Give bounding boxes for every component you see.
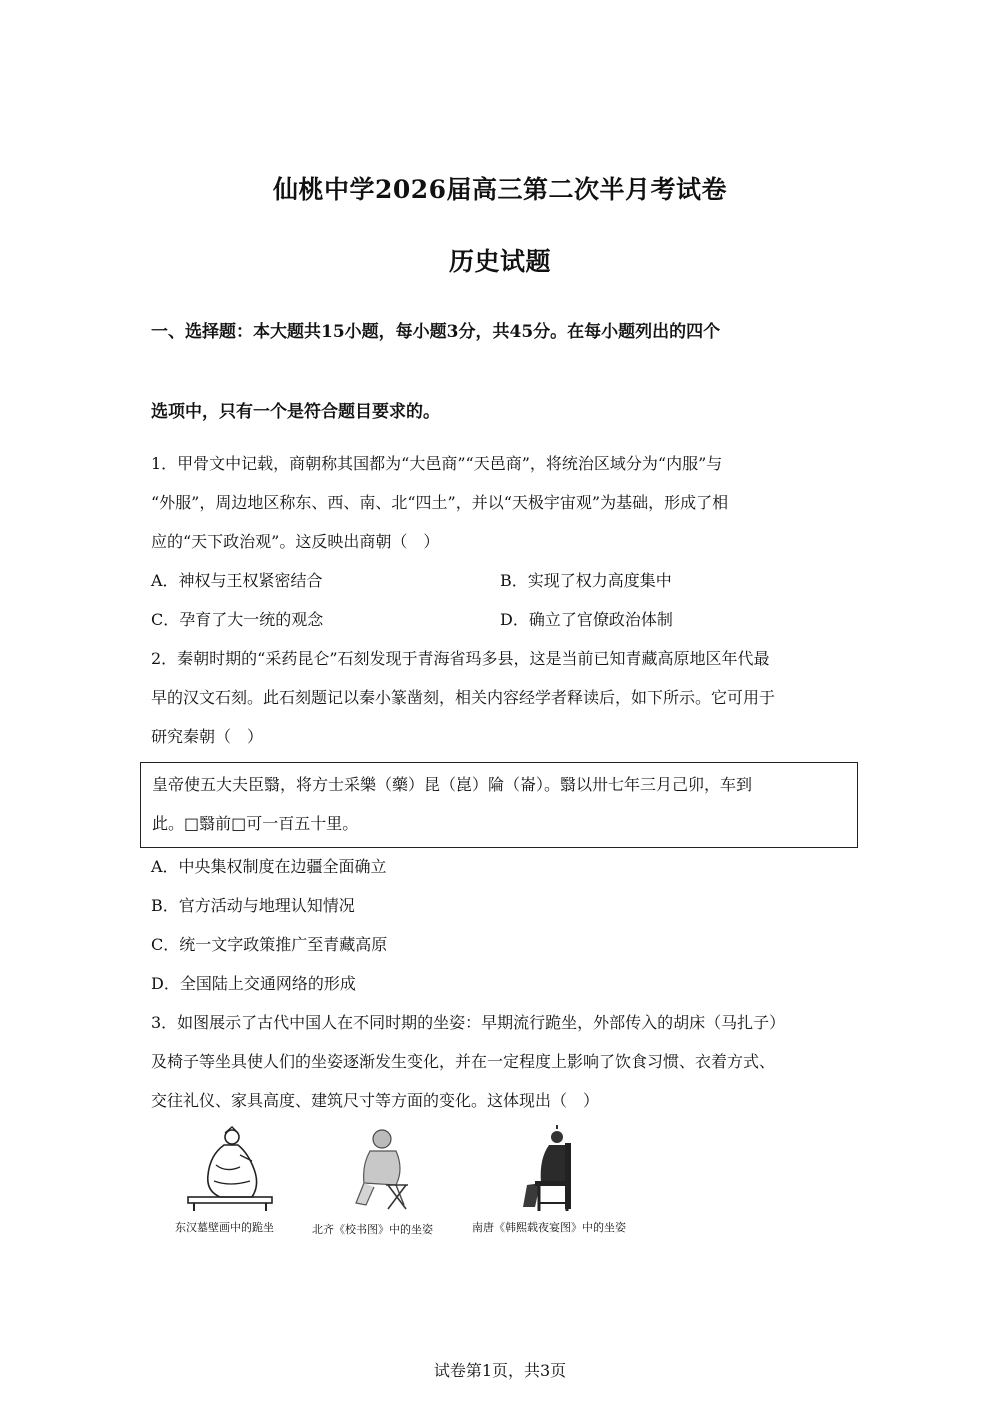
kneeling-figure-icon	[180, 1125, 280, 1213]
figure-caption-2: 北齐《校书图》中的坐姿	[312, 1223, 433, 1236]
q2-stem-line-3: 研究秦朝（ ）	[151, 727, 264, 746]
q1-option-d: D．确立了官僚政治体制	[500, 610, 673, 629]
q2-option-d: D．全国陆上交通网络的形成	[151, 974, 356, 993]
q2-inscription-box	[140, 762, 858, 848]
q3-stem-line-3: 交往礼仪、家具高度、建筑尺寸等方面的变化。这体现出（ ）	[151, 1091, 600, 1110]
q1-option-a: A．神权与王权紧密结合	[151, 571, 323, 590]
q1-stem-line-1: 1．甲骨文中记载，商朝称其国都为“大邑商”“天邑商”，将统治区域分为“内服”与	[151, 454, 723, 473]
figure-caption-1: 东汉墓壁画中的跪坐	[175, 1221, 274, 1234]
q2-stem-line-2: 早的汉文石刻。此石刻题记以秦小篆凿刻，相关内容经学者释读后，如下所示。它可用于	[151, 688, 776, 707]
chair-seated-figure-icon	[505, 1125, 585, 1215]
q1-stem-line-3: 应的“天下政治观”。这反映出商朝（ ）	[151, 532, 440, 551]
q1-stem-line-2: “外服”，周边地区称东、西、南、北“四土”，并以“天极宇宙观”为基础，形成了相	[151, 493, 729, 512]
q3-stem-line-1: 3．如图展示了古代中国人在不同时期的坐姿：早期流行跪坐，外部传入的胡床（马扎子）	[151, 1013, 786, 1032]
section-heading-line-2: 选项中，只有一个是符合题目要求的。	[151, 402, 440, 422]
figure-caption-3: 南唐《韩熙载夜宴图》中的坐姿	[472, 1221, 626, 1234]
stool-seated-figure-icon	[340, 1125, 420, 1215]
exam-subtitle: 历史试题	[448, 247, 551, 276]
q1-option-b: B．实现了权力高度集中	[500, 571, 672, 590]
q2-inscription-line-2: 此。□翳前□可一百五十里。	[152, 814, 359, 833]
exam-title: 仙桃中学2026届高三第二次半月考试卷	[272, 175, 728, 204]
q1-option-c: C．孕育了大一统的观念	[151, 610, 324, 629]
q2-option-a: A．中央集权制度在边疆全面确立	[151, 857, 387, 876]
q3-stem-line-2: 及椅子等坐具使人们的坐姿逐渐发生变化，并在一定程度上影响了饮食习惯、衣着方式、	[151, 1052, 776, 1071]
q2-option-b: B．官方活动与地理认知情况	[151, 896, 355, 915]
page-footer: 试卷第1页，共3页	[433, 1361, 567, 1380]
section-heading-line-1: 一、选择题：本大题共15小题，每小题3分，共45分。在每小题列出的四个	[151, 322, 721, 342]
q2-inscription-line-1: 皇帝使五大夫臣翳，将方士采樂（藥）昆（崑）陯（崙）。翳以卅七年三月己卯，车到	[152, 775, 753, 794]
q2-option-c: C．统一文字政策推广至青藏高原	[151, 935, 388, 954]
q2-stem-line-1: 2．秦朝时期的“采药昆仑”石刻发现于青海省玛多县，这是当前已知青藏高原地区年代最	[151, 649, 770, 668]
